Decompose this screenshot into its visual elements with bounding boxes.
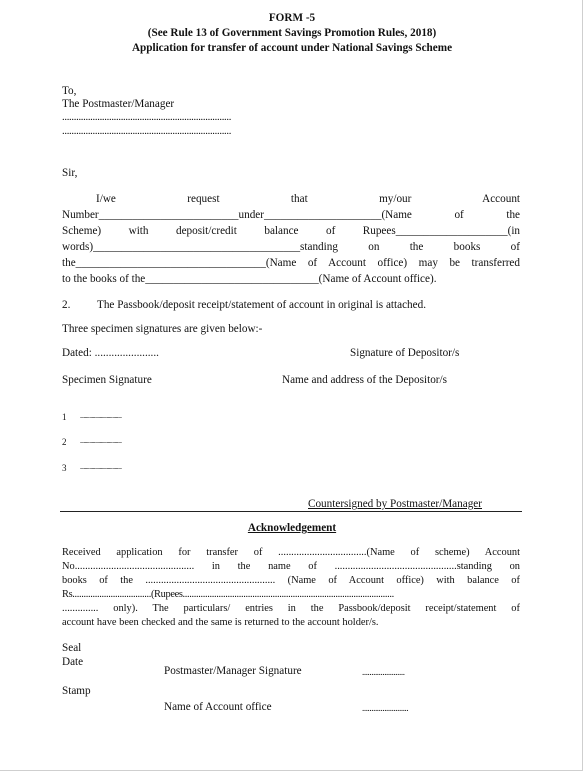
ack-line-4: Rs...................................(Rupees.............................................................................................. (62, 589, 394, 600)
dated-field: Dated: ....................... (62, 347, 159, 359)
account-office-dots: ......................... (362, 703, 409, 713)
seal-label: Seal (62, 642, 82, 654)
pm-signature-dots: ....................... (362, 667, 405, 677)
depositor-signature-label: Signature of Depositor/s (350, 347, 460, 359)
specimen-2-number: 2 (62, 437, 67, 447)
ack-line-6: account have been checked and the same is returned to the account holder/s. (62, 617, 379, 628)
request-line-3: Scheme) with deposit/credit balance of Rupees____________________(in (62, 225, 521, 237)
specimen-2-dots: .................................... (80, 437, 122, 445)
address-line-1: ........................................................................ (62, 112, 232, 123)
form-rule: (See Rule 13 of Government Savings Promotion Rules, 2018) (147, 27, 437, 39)
ack-line-2: No.............................................. in the name of ...............................................standing on (62, 561, 520, 572)
account-office-label: Name of Account office (164, 701, 272, 713)
pm-signature-label: Postmaster/Manager Signature (164, 665, 302, 677)
request-line-1: I/we request that my/our Account (96, 193, 521, 205)
form-title: Application for transfer of account under National Savings Scheme (131, 42, 453, 54)
specimen-signature-label: Specimen Signature (62, 374, 152, 386)
specimen-3-number: 3 (62, 463, 67, 473)
request-line-2: Number_________________________under_____________________(Name of the (62, 209, 521, 221)
to-label: To, (62, 85, 77, 97)
ack-line-5: .............. only). The particulars/ entries in the Passbook/deposit receipt/statement of (62, 603, 520, 614)
specimen-1-number: 1 (62, 412, 67, 422)
para2-text: The Passbook/deposit receipt/statement of account in original is attached. (97, 299, 427, 311)
address-line-2: ........................................................................ (62, 126, 232, 137)
ack-line-1: Received application for transfer of ..................................(Name of scheme) Account (62, 547, 520, 558)
ack-line-3: books of the .................................................. (Name of Account office) with balance of (62, 575, 520, 586)
countersigned-label: Countersigned by Postmaster/Manager (308, 498, 482, 510)
stamp-label: Stamp (62, 685, 91, 697)
acknowledgement-title: Acknowledgement (247, 522, 337, 534)
specimen-3-dots: .................................... (80, 463, 122, 471)
name-address-label: Name and address of the Depositor/s (282, 374, 447, 386)
para2-number: 2. (62, 299, 71, 311)
request-line-6: to the books of the_______________________________(Name of Account office). (62, 273, 437, 285)
separator-line (60, 511, 522, 512)
date-label: Date (62, 656, 84, 668)
specimen-1-dots: .................................... (80, 412, 122, 420)
form-number: FORM -5 (268, 12, 316, 24)
request-line-5: the__________________________________(Name of Account office) may be transferred (62, 257, 520, 269)
recipient: The Postmaster/Manager (62, 98, 175, 110)
request-line-4: words)_____________________________________standing on the books of (62, 241, 520, 253)
specimen-intro: Three specimen signatures are given below:- (62, 323, 263, 335)
salutation: Sir, (62, 167, 78, 179)
